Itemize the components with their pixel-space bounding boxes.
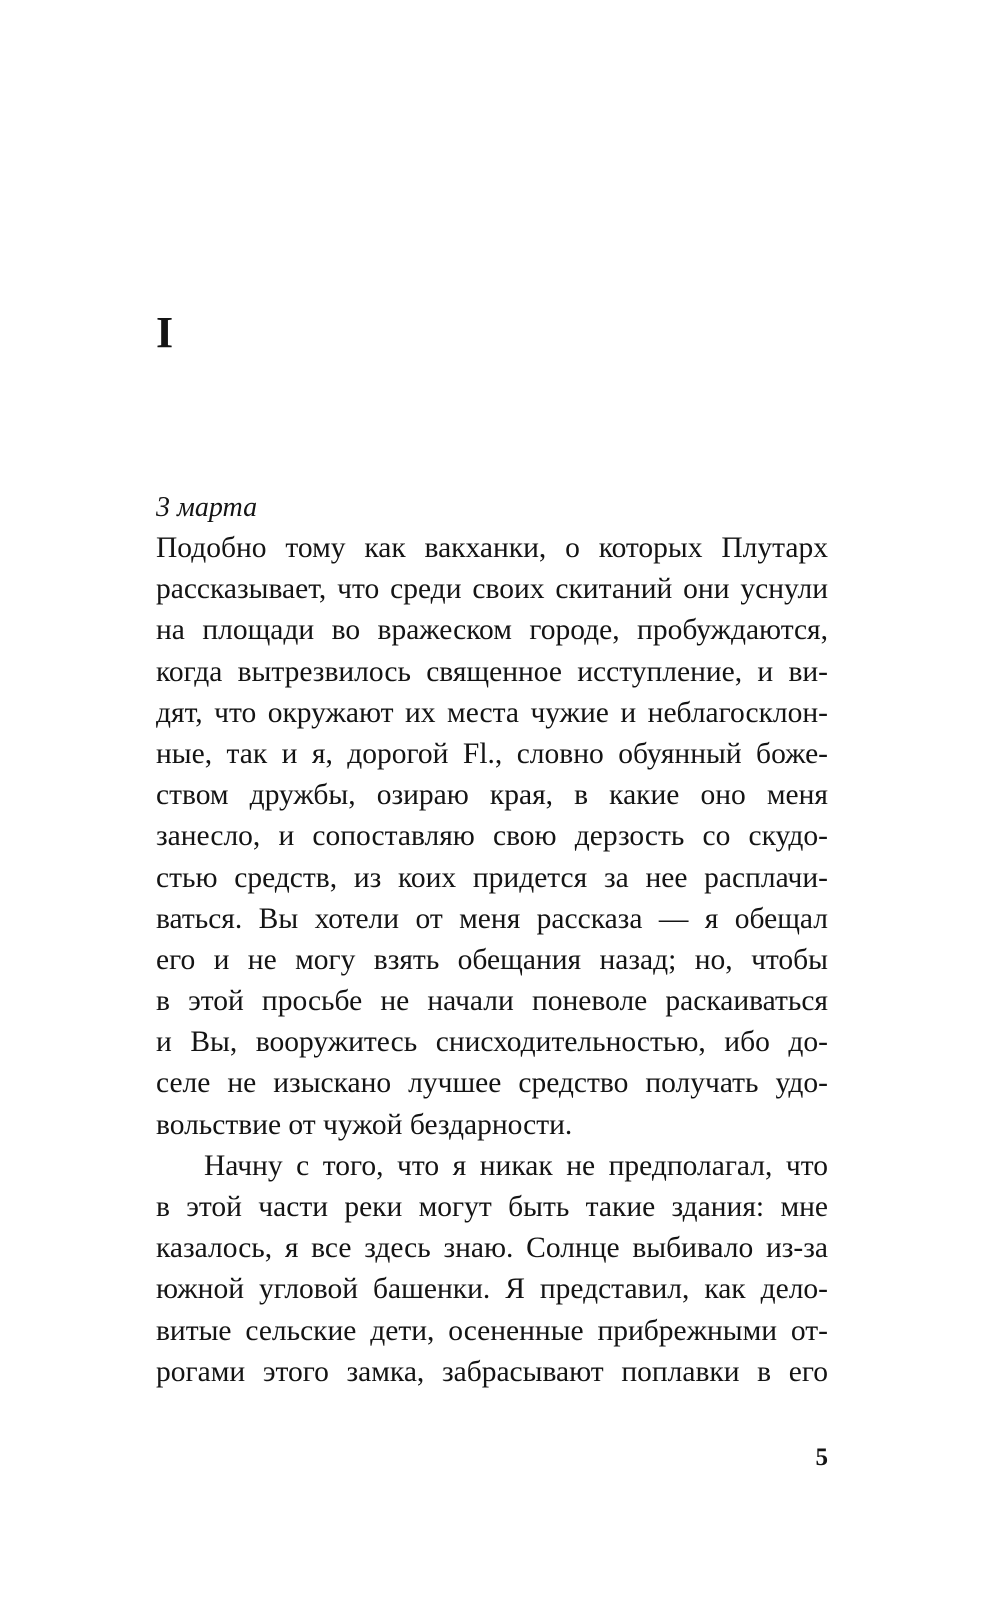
text-line: дят, что окружают их места чужие и неблагосклон- bbox=[156, 696, 828, 729]
text-line: и Вы, вооружитесь снисходительностью, ибо до- bbox=[156, 1026, 828, 1059]
text-line: Начну с того, что я никак не предполагал, что bbox=[204, 1149, 828, 1182]
paragraph-1 bbox=[156, 528, 828, 1146]
chapter-number: I bbox=[156, 308, 174, 357]
text-line: его и не могу взять обещания назад; но, чтобы bbox=[156, 943, 828, 976]
text-line: когда вытрезвилось священное исступление, и ви- bbox=[156, 655, 828, 688]
text-line: стью средств, из коих придется за нее расплачи- bbox=[156, 861, 828, 894]
text-line: витые сельские дети, осененные прибрежными от- bbox=[156, 1314, 828, 1347]
text-line: рассказывает, что среди своих скитаний они уснули bbox=[156, 573, 828, 606]
text-line: вольствие от чужой бездарности. bbox=[156, 1108, 573, 1141]
text-line: Подобно тому как вакханки, о которых Плутарх bbox=[156, 532, 828, 564]
paragraph-2 bbox=[156, 1146, 828, 1393]
text-line: занесло, и сопоставляю свою дерзость со скудо- bbox=[156, 820, 828, 853]
text-line: селе не изыскано лучшее средство получать удо- bbox=[156, 1067, 828, 1100]
text-line: казалось, я все здесь знаю. Солнце выбивало из-за bbox=[156, 1232, 828, 1265]
text-line: ством дружбы, озираю края, в какие оно меня bbox=[156, 779, 828, 812]
diary-entry bbox=[156, 487, 828, 1393]
text-line: ные, так и я, дорогой Fl., словно обуянный боже- bbox=[156, 737, 828, 770]
entry-date: 3 марта bbox=[156, 492, 258, 523]
text-line: в этой просьбе не начали поневоле раскаиваться bbox=[156, 985, 828, 1018]
text-line: ваться. Вы хотели от меня рассказа — я обещал bbox=[156, 902, 828, 935]
text-line: на площади во вражеском городе, пробуждаются, bbox=[156, 614, 828, 647]
text-line: в этой части реки могут быть такие здания: мне bbox=[156, 1191, 828, 1223]
page-number: 5 bbox=[815, 1444, 828, 1471]
text-line: рогами этого замка, забрасывают поплавки в его bbox=[156, 1355, 828, 1388]
text-line: южной угловой башенки. Я представил, как дело- bbox=[156, 1273, 828, 1306]
